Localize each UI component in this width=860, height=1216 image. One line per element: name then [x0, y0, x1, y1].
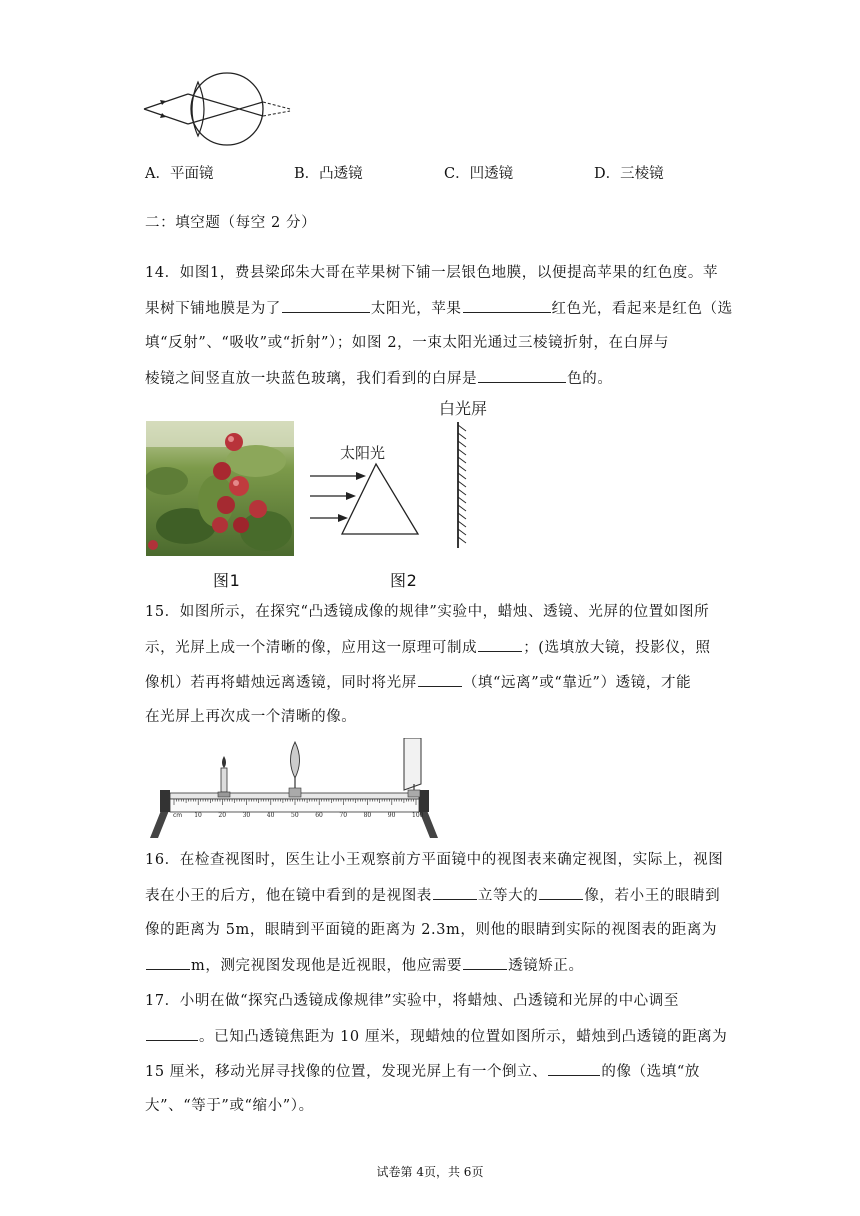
q16-blank2[interactable] — [539, 885, 583, 900]
q17-blank2[interactable] — [548, 1061, 600, 1076]
screen-label: 白光屏 — [439, 399, 488, 418]
q14-blank3[interactable] — [478, 368, 566, 383]
fig1-caption: 图1 — [213, 571, 241, 590]
sunlight-label: 太阳光 — [340, 444, 386, 462]
q17-line4: 大”、“等于”或“缩小”）。 — [145, 1098, 314, 1114]
option-a[interactable]: A．平面镜 — [145, 166, 214, 182]
fig2-caption: 图2 — [390, 571, 418, 590]
bench-tick-label: 90 — [387, 812, 396, 819]
q17-line2: 。已知凸透镜焦距为 10 厘米，现蜡烛的位置如图所示，蜡烛到凸透镜的距离为 — [145, 1026, 727, 1047]
q14-line4: 棱镜之间竖直放一块蓝色玻璃，我们看到的白屏是 色的。 — [145, 368, 613, 389]
q17-blank1[interactable] — [146, 1026, 198, 1041]
q15-blank1[interactable] — [478, 637, 522, 652]
q17-line1: 17．小明在做“探究凸透镜成像规律”实验中，将蜡烛、凸透镜和光屏的中心调至 — [145, 993, 679, 1009]
q16-blank4[interactable] — [463, 955, 507, 970]
q15-line4: 在光屏上再次成一个清晰的像。 — [145, 709, 357, 725]
bench-tick-label: 60 — [315, 812, 323, 819]
q14-line2: 果树下铺地膜是为了 太阳光，苹果 红色光，看起来是红色（选 — [145, 298, 733, 319]
bench-tick-label: 100 — [412, 812, 424, 819]
q15-line2: 示，光屏上成一个清晰的像，应用这一原理可制成 ；(选填放大镜，投影仪，照 — [145, 637, 711, 658]
q14-blank2[interactable] — [463, 298, 551, 313]
bench-tick-labels — [194, 812, 423, 819]
bench-tick-label: 10 — [194, 812, 202, 819]
eye-diagram — [140, 68, 300, 150]
q15-line1: 15．如图所示，在探究“凸透镜成像的规律”实验中，蜡烛、透镜、光屏的位置如图所 — [145, 604, 710, 620]
bench-tick-label: 50 — [291, 812, 299, 819]
q16-blank3[interactable] — [146, 955, 190, 970]
bench-tick-label: 70 — [339, 812, 348, 819]
option-c[interactable]: C．凹透镜 — [444, 166, 514, 182]
prism-diagram — [300, 395, 500, 555]
bench-tick-label: 40 — [266, 812, 275, 819]
optical-bench — [146, 738, 442, 840]
q14-line1: 14．如图1，费县梁邱朱大哥在苹果树下铺一层银色地膜，以便提高苹果的红色度。苹 — [145, 265, 719, 281]
section-title: 二：填空题（每空 2 分） — [145, 215, 317, 231]
q15-blank2[interactable] — [418, 672, 462, 687]
q16-line1: 16．在检查视图时，医生让小王观察前方平面镜中的视图表来确定视图，实际上，视图 — [145, 852, 724, 868]
q14-line3: 填“反射”、“吸收”或“折射”）；如图 2，一束太阳光通过三棱镜折射，在白屏与 — [145, 335, 669, 351]
q14-blank1[interactable] — [282, 298, 370, 313]
q16-line3: 像的距离为 5m，眼睛到平面镜的距离为 2.3m，则他的眼睛到实际的视图表的距离为 — [145, 922, 718, 938]
q15-line3: 像机）若再将蜡烛远离透镜，同时将光屏 （填“远离”或“靠近”）透镜，才能 — [145, 672, 691, 693]
q16-blank1[interactable] — [433, 885, 477, 900]
bench-tick-label: 30 — [242, 812, 251, 819]
bench-unit: cm — [173, 812, 183, 819]
q16-line4: m，测完视图发现他是近视眼，他应需要 透镜矫正。 — [145, 955, 584, 976]
bench-tick-label: 80 — [363, 812, 372, 819]
q17-line3: 15 厘米，移动光屏寻找像的位置，发现光屏上有一个倒立、 的像（选填“放 — [145, 1061, 700, 1082]
option-b[interactable]: B．凸透镜 — [294, 166, 363, 182]
apple-tree-photo — [146, 421, 294, 556]
option-d[interactable]: D．三棱镜 — [594, 166, 664, 182]
q16-line2: 表在小王的后方，他在镜中看到的是视图表 立等大的 像，若小王的眼睛到 — [145, 885, 720, 906]
page-footer: 试卷第 4页，共 6页 — [376, 1165, 484, 1179]
bench-tick-label: 20 — [218, 812, 227, 819]
